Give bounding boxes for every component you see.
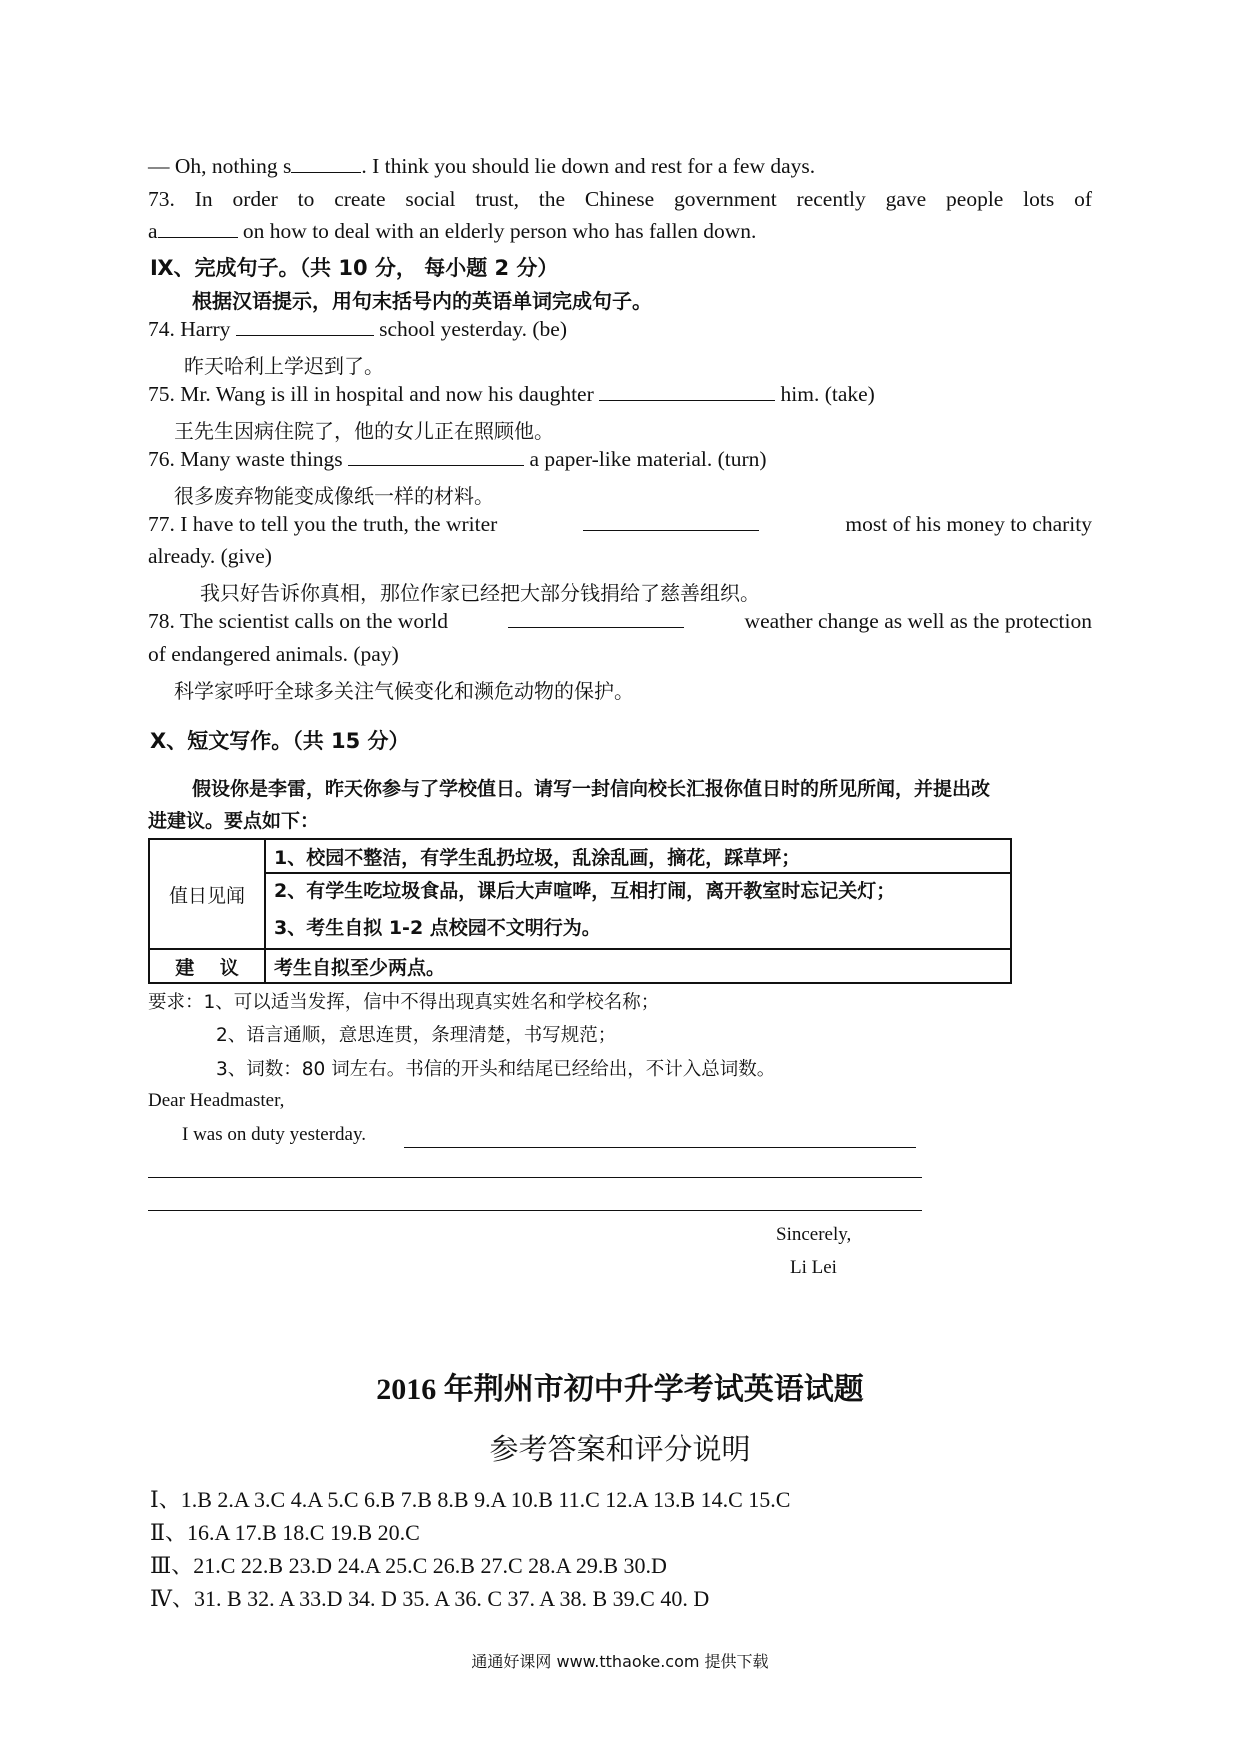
letter-opening: I was on duty yesterday. [182, 1124, 366, 1145]
writing-prompt-line2: 进建议。要点如下： [148, 810, 320, 832]
answer-blank [158, 219, 238, 238]
answer-key-line: Ⅱ、16.A 17.B 18.C 19.B 20.C [150, 1520, 420, 1545]
answer-key-line: Ⅲ、21.C 22.B 23.D 24.A 25.C 26.B 27.C 28.A 29.B 30.D [150, 1553, 667, 1578]
answers-subtitle: 参考答案和评分说明 [489, 1432, 751, 1466]
table-label-suggestions: 建 议 [149, 949, 265, 983]
section-10-heading: Ⅹ、短文写作。（共 15 分） [150, 729, 410, 753]
table-label-observations: 值日见闻 [149, 839, 265, 949]
question-75: 75. Mr. Wang is ill in hospital and now his daughter him. (take) [148, 382, 875, 406]
question-76-chinese: 很多废弃物能变成像纸一样的材料。 [174, 484, 494, 508]
question-78-line2: of endangered animals. (pay) [148, 642, 399, 666]
question-73-line1: 73. In order to create social trust, the Chinese government recently gave people lots of [148, 187, 1092, 211]
letter-closing: Sincerely, [776, 1224, 852, 1245]
answers-title: 2016 年荆州市初中升学考试英语试题 [376, 1373, 864, 1406]
question-73-line2: a on how to deal with an elderly person who has fallen down. [148, 219, 757, 243]
question-74: 74. Harry school yesterday. (be) [148, 317, 567, 341]
question-76: 76. Many waste things a paper-like material. (turn) [148, 447, 767, 471]
table-row [149, 949, 1011, 983]
page-footer: 通通好课网 www.tthaoke.com 提供下载 [471, 1652, 769, 1671]
question-74-chinese: 昨天哈利上学迟到了。 [184, 354, 384, 378]
answer-key-line: Ⅳ、31. B 32. A 33.D 34. D 35. A 36. C 37. A 38. B 39.C 40. D [150, 1586, 710, 1611]
table-cell: 2、有学生吃垃圾食品，课后大声喧哗，互相打闹，离开教室时忘记关灯； [265, 873, 1011, 905]
section-9-heading: Ⅸ、完成句子。（共 10 分， 每小题 2 分） [150, 256, 559, 280]
letter-greeting: Dear Headmaster, [148, 1090, 285, 1111]
question-75-chinese: 王先生因病住院了，他的女儿正在照顾他。 [174, 419, 554, 443]
question-77-line1: 77. I have to tell you the truth, the writer most of his money to charity [148, 512, 1092, 536]
letter-signature: Li Lei [790, 1257, 837, 1278]
requirement-1: 要求：1、可以适当发挥，信中不得出现真实姓名和学校名称； [148, 992, 660, 1013]
answer-blank [583, 512, 759, 531]
writing-line [148, 1210, 922, 1211]
answer-blank [508, 609, 684, 628]
table-row [149, 839, 1011, 873]
answer-blank [236, 317, 374, 336]
question-78-line1: 78. The scientist calls on the world weather change as well as the protection [148, 609, 1092, 633]
requirement-3: 3、词数：80 词左右。书信的开头和结尾已经给出，不计入总词数。 [216, 1059, 776, 1080]
key-points-table [148, 838, 1012, 984]
answer-blank [291, 154, 361, 173]
requirement-2: 2、语言通顺，意思连贯，条理清楚，书写规范； [216, 1025, 617, 1046]
question-77-chinese: 我只好告诉你真相，那位作家已经把大部分钱捐给了慈善组织。 [200, 581, 760, 605]
table-cell: 1、校园不整洁，有学生乱扔垃圾，乱涂乱画，摘花，踩草坪； [265, 839, 1011, 873]
question-77-line2: already. (give) [148, 544, 272, 568]
answer-blank [599, 382, 775, 401]
table-cell: 考生自拟至少两点。 [265, 949, 1011, 983]
table-row [149, 905, 1011, 949]
section-9-instruction: 根据汉语提示，用句末括号内的英语单词完成句子。 [192, 289, 652, 313]
table-row [149, 873, 1011, 905]
answer-blank [348, 447, 524, 466]
question-78-chinese: 科学家呼吁全球多关注气候变化和濒危动物的保护。 [174, 679, 634, 703]
writing-line [404, 1147, 916, 1148]
answer-key-line: Ⅰ、1.B 2.A 3.C 4.A 5.C 6.B 7.B 8.B 9.A 10.B 11.C 12.A 13.B 14.C 15.C [150, 1487, 791, 1512]
writing-line [148, 1177, 922, 1178]
table-cell: 3、考生自拟 1-2 点校园不文明行为。 [265, 905, 1011, 949]
dialogue-line: — Oh, nothing s . I think you should lie down and rest for a few days. [148, 154, 816, 178]
writing-prompt-line1: 假设你是李雷，昨天你参与了学校值日。请写一封信向校长汇报你值日时的所见所闻，并提出改 [192, 778, 991, 800]
